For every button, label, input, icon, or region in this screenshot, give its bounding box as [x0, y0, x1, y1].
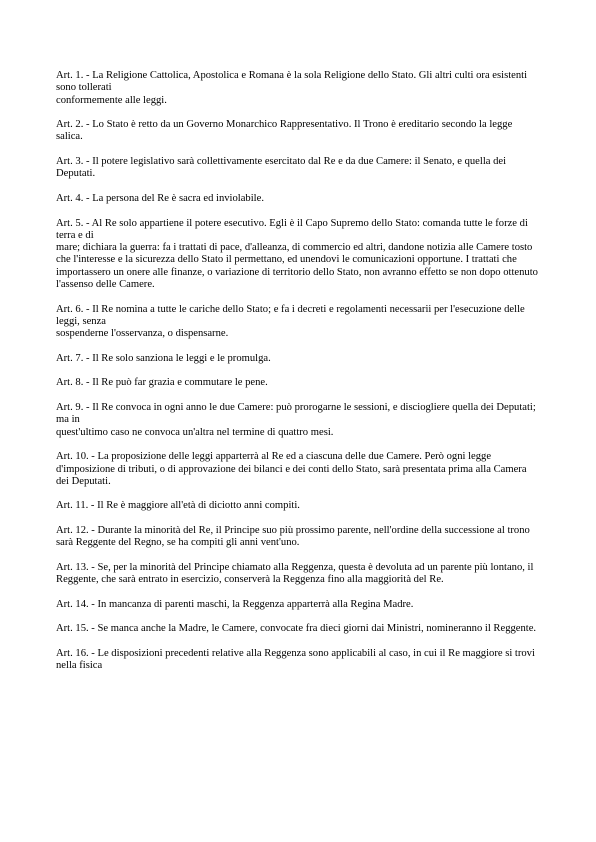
article-2: Art. 2. - Lo Stato è retto da un Governo Monarchico Rappresentativo. Il Trono è ereditario secondo la legge salica.	[56, 119, 513, 143]
article-1: Art. 1. - La Religione Cattolica, Apostolica e Romana è la sola Religione dello Stato. Gli altri culti ora esistenti sono tollerati conformemente alle leggi.	[56, 70, 528, 106]
article-5: Art. 5. - Al Re solo appartiene il potere esecutivo. Egli è il Capo Supremo dello Stato: comanda tutte le forze di terra e di mare; dichiara la guerra: fa i trattati di pace, d'alleanza, di commercio ed altri, dandone notizia alle Camere tosto che l'interesse e la sicurezza dello Stato il permettano, ed unendovi le comunicazioni opportune. I trattati che importassero un onere alle finanze, o variazione di territorio dello Stato, non avranno effetto se non dopo ottenuto l'assenso delle Camere.	[56, 217, 538, 291]
article-4: Art. 4. - La persona del Re è sacra ed inviolabile.	[56, 192, 264, 204]
article-15: Art. 15. - Se manca anche la Madre, le Camere, convocate fra dieci giorni dai Ministri, nomineranno il Reggente.	[56, 623, 537, 635]
article-14: Art. 14. - In mancanza di parenti maschi, la Reggenza apparterrà alla Regina Madre.	[56, 598, 414, 610]
article-3: Art. 3. - Il potere legislativo sarà collettivamente esercitato dal Re e da due Camere: il Senato, e quella dei Deputati.	[56, 156, 507, 180]
article-11: Art. 11. - Il Re è maggiore all'età di diciotto anni compiti.	[56, 500, 300, 512]
article-16: Art. 16. - Le disposizioni precedenti relative alla Reggenza sono applicabili al caso, in cui il Re maggiore si trovi nella fisica	[56, 647, 535, 672]
article-10: Art. 10. - La proposizione delle leggi apparterrà al Re ed a ciascuna delle due Camere. Però ogni legge d'imposizione di tributi, o di approvazione dei bilanci e dei conti dello Stato, sarà presentata prima alla Camera dei Deputati.	[56, 451, 527, 487]
article-6: Art. 6. - Il Re nomina a tutte le cariche dello Stato; e fa i decreti e regolamenti necessarii per l'esecuzione delle leggi, senza sospenderne l'osservanza, o dispensarne.	[56, 303, 525, 340]
article-9: Art. 9. - Il Re convoca in ogni anno le due Camere: può prorogarne le sessioni, e disciogliere quella dei Deputati; ma in quest'ultimo caso ne convoca un'altra nel termine di quattro mesi.	[56, 402, 536, 438]
article-13: Art. 13. - Se, per la minorità del Principe chiamato alla Reggenza, questa è devoluta ad un parente più lontano, il Reggente, che sarà entrato in esercizio, conserverà la Reggenza fino alla maggiorità del Re.	[56, 561, 534, 586]
document-page	[56, 70, 540, 685]
article-8: Art. 8. - Il Re può far grazia e commutare le pene.	[56, 377, 268, 389]
article-7: Art. 7. - Il Re solo sanziona le leggi e le promulga.	[56, 352, 271, 364]
article-12: Art. 12. - Durante la minorità del Re, il Principe suo più prossimo parente, nell'ordine della successione al trono sarà Reggente del Regno, se ha compiti gli anni vent'uno.	[56, 524, 530, 549]
